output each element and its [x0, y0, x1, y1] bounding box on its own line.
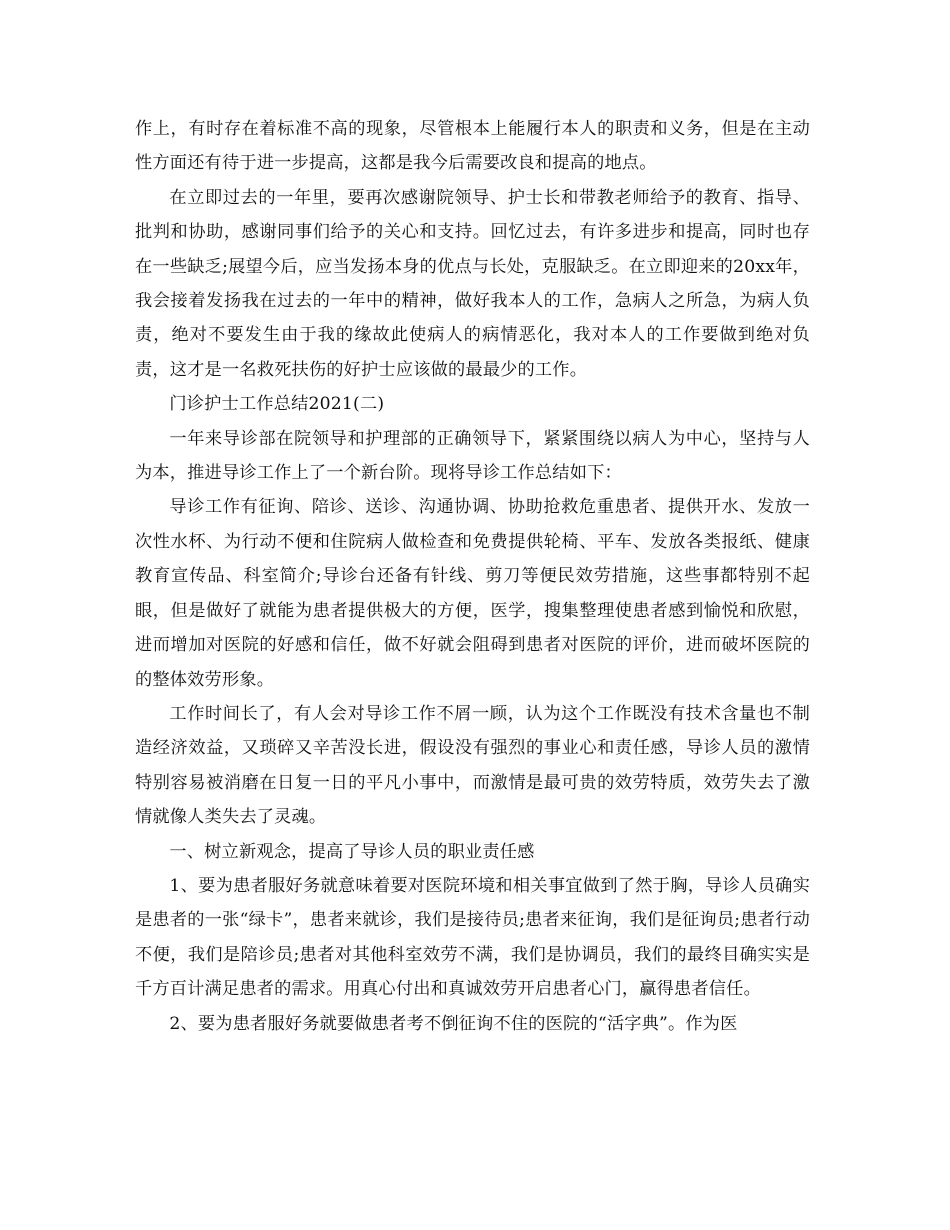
heading-one: 一、树立新观念，提高了导诊人员的职业责任感 [169, 841, 535, 862]
section-title: 门诊护士工作总结2021(二) [169, 394, 385, 415]
paragraph-duties: 导诊工作有征询、陪诊、送诊、沟通协调、协助抢救危重患者、提供开水、发放一次性水杯、为行动不便和住院病人做检查和免费提供轮椅、平车、发放各类报纸、健康教育宣传品、科室简介;导诊台还备有针线、剪刀等便民效劳措施，这些事都特别不起眼，但是做好了就能为患者提供极大的方便，医学，搜集整理使患者感到愉悦和欣慰，进而增加对医院的好感和信任，做不好就会阻碍到患者对医院的评价，进而破坏医院的的整体效劳形象。 [135, 497, 810, 690]
paragraph-continuation: 作上，有时存在着标准不高的现象，尽管根本上能履行本人的职责和义务，但是在主动性方面还有待于进一步提高，这都是我今后需要改良和提高的地点。 [135, 119, 810, 174]
paragraph-item-1: 1、要为患者服好务就意味着要对医院环境和相关事宜做到了然于胸，导诊人员确实是患者的一张“绿卡”，患者来就诊，我们是接待员;患者来征询，我们是征询员;患者行动不便，我们是陪诊员;患者对其他科室效劳不满，我们是协调员，我们的最终目确实实是千方百计满足患者的需求。用真心付出和真诚效劳开启患者心门，赢得患者信任。 [135, 875, 810, 1000]
paragraph-item-2: 2、要为患者服好务就要做患者考不倒征询不住的医院的“活字典”。作为医 [169, 1013, 738, 1034]
paragraph-passion: 工作时间长了，有人会对导诊工作不屑一顾，认为这个工作既没有技术含量也不制造经济效益，又琐碎又辛苦没长进，假设没有强烈的事业心和责任感，导诊人员的激情特别容易被消磨在日复一日的平凡小事中，而激情是最可贵的效劳特质，效劳失去了激情就像人类失去了灵魂。 [135, 703, 810, 828]
paragraph-intro: 一年来导诊部在院领导和护理部的正确领导下，紧紧围绕以病人为中心，坚持与人为本，推进导诊工作上了一个新台阶。现将导诊工作总结如下： [135, 428, 810, 484]
paragraph-thanks: 在立即过去的一年里，要再次感谢院领导、护士长和带教老师给予的教育、指导、批判和协助，感谢同事们给予的关心和支持。回忆过去，有许多进步和提高，同时也存在一些缺乏;展望今后，应当发扬本身的优点与长处，克服缺乏。在立即迎来的20xx年，我会接着发扬我在过去的一年中的精神，做好我本人的工作，急病人之所急，为病人负责，绝对不要发生由于我的缘故此使病人的病情恶化，我对本人的工作要做到绝对负责，这才是一名救死扶伤的好护士应该做的最最少的工作。 [135, 187, 810, 380]
